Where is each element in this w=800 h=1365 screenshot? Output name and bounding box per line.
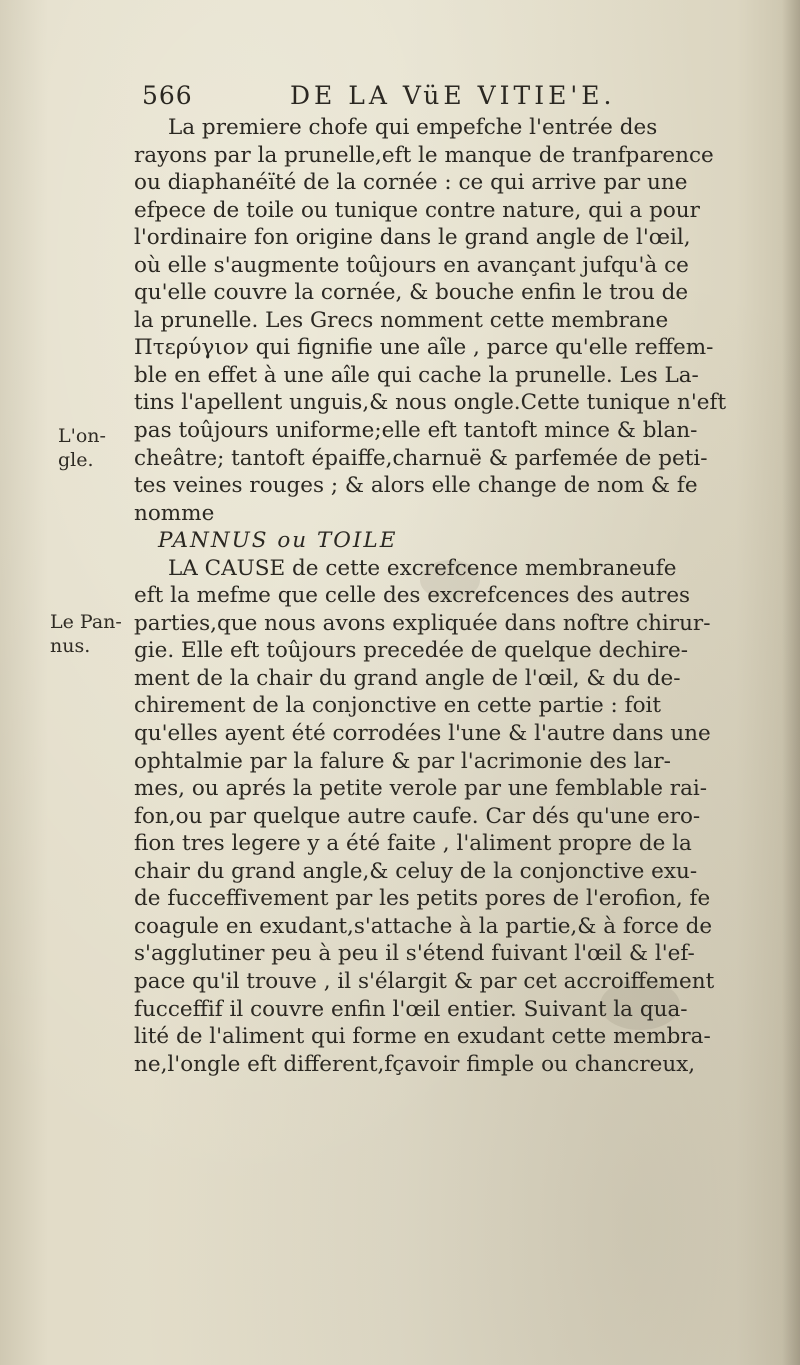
text-line: efpece de toile ou tunique contre nature, qui a pour xyxy=(134,197,700,223)
text-line: fucceffif il couvre enfin l'œil entier. Suivant la qua- xyxy=(134,996,688,1022)
text-line: où elle s'augmente toûjours en avançant jufqu'à ce xyxy=(134,252,689,278)
margin-note-line: Le Pan- xyxy=(50,611,122,633)
text-line: chirement de la conjonctive en cette partie : foit xyxy=(134,693,662,719)
text-line: ble en effet à une aîle qui cache la prunelle. Les La- xyxy=(134,362,699,388)
text-line: pace qu'il trouve , il s'élargit & par cet accroiffement xyxy=(134,968,715,994)
text-line: la prunelle. Les Grecs nomment cette membrane xyxy=(134,307,669,333)
text-line: ment de la chair du grand angle de l'œil, & du de- xyxy=(134,665,681,691)
text-line: La premiere chofe qui empefche l'entrée des xyxy=(168,115,658,140)
margin-note-line: nus. xyxy=(50,635,91,657)
body-text xyxy=(134,114,774,1078)
text-line: s'agglutiner peu à peu il s'étend fuivant l'œil & l'ef- xyxy=(134,941,695,967)
text-line: gie. Elle eft toûjours precedée de quelque dechire- xyxy=(134,638,689,664)
page-number: 566 xyxy=(142,81,193,110)
text-line: lité de l'aliment qui forme en exudant cette membra- xyxy=(134,1024,711,1050)
text-line: fion tres legere y a été faite , l'aliment propre de la xyxy=(134,831,692,857)
text-line: tes veines rouges ; & alors elle change de nom & fe xyxy=(134,473,698,499)
text-line: pas toûjours uniforme;elle eft tantoft mince & blan- xyxy=(134,418,698,444)
text-line: de fucceffivement par les petits pores de l'erofion, fe xyxy=(134,886,711,912)
text-line: rayons par la prunelle,eft le manque de tranfparence xyxy=(134,142,714,168)
text-line: chair du grand angle,& celuy de la conjonctive exu- xyxy=(134,858,698,884)
margin-note-line: gle. xyxy=(58,449,94,471)
page-edge-shadow xyxy=(782,0,800,1365)
text-line: ou diaphanéïté de la cornée : ce qui arrive par une xyxy=(134,170,688,196)
running-head xyxy=(142,76,762,116)
margin-note-line: L'on- xyxy=(58,425,106,447)
text-line: nomme xyxy=(134,500,215,526)
text-line: qu'elle couvre la cornée, & bouche enfin le trou de xyxy=(134,280,689,306)
text-line: fon,ou par quelque autre caufe. Car dés qu'une ero- xyxy=(134,803,701,829)
text-line: parties,que nous avons expliquée dans noftre chirur- xyxy=(134,610,711,636)
text-line: tins l'apellent unguis,& nous ongle.Cette tunique n'eft xyxy=(134,390,727,416)
text-line: eft la mefme que celle des excrefcences des autres xyxy=(134,583,691,609)
section-heading: PANNUS ou TOILE xyxy=(158,528,398,554)
margin-note-ongle xyxy=(58,424,106,472)
text-line: coagule en exudant,s'attache à la partie,& à force de xyxy=(134,913,713,939)
text-line: cheâtre; tantoft épaiffe,charnuë & parfemée de peti- xyxy=(134,445,708,471)
running-title: DE LA VüE VITIE'E. xyxy=(290,81,616,110)
text-line: qu'elles ayent été corrodées l'une & l'autre dans une xyxy=(134,721,711,747)
text-line: mes, ou aprés la petite verole par une femblable rai- xyxy=(134,776,708,802)
text-line: Πτερύγιον qui fignifie une aîle , parce qu'elle reffem- xyxy=(134,335,714,361)
margin-note-pannus xyxy=(50,610,122,658)
text-line: LA CAUSE de cette excrefcence membraneufe xyxy=(168,555,677,581)
text-line: ophtalmie par la falure & par l'acrimonie des lar- xyxy=(134,748,671,774)
text-line: ne,l'ongle eft different,fçavoir fimple ou chancreux, xyxy=(134,1051,696,1077)
text-line: l'ordinaire fon origine dans le grand angle de l'œil, xyxy=(134,225,691,251)
